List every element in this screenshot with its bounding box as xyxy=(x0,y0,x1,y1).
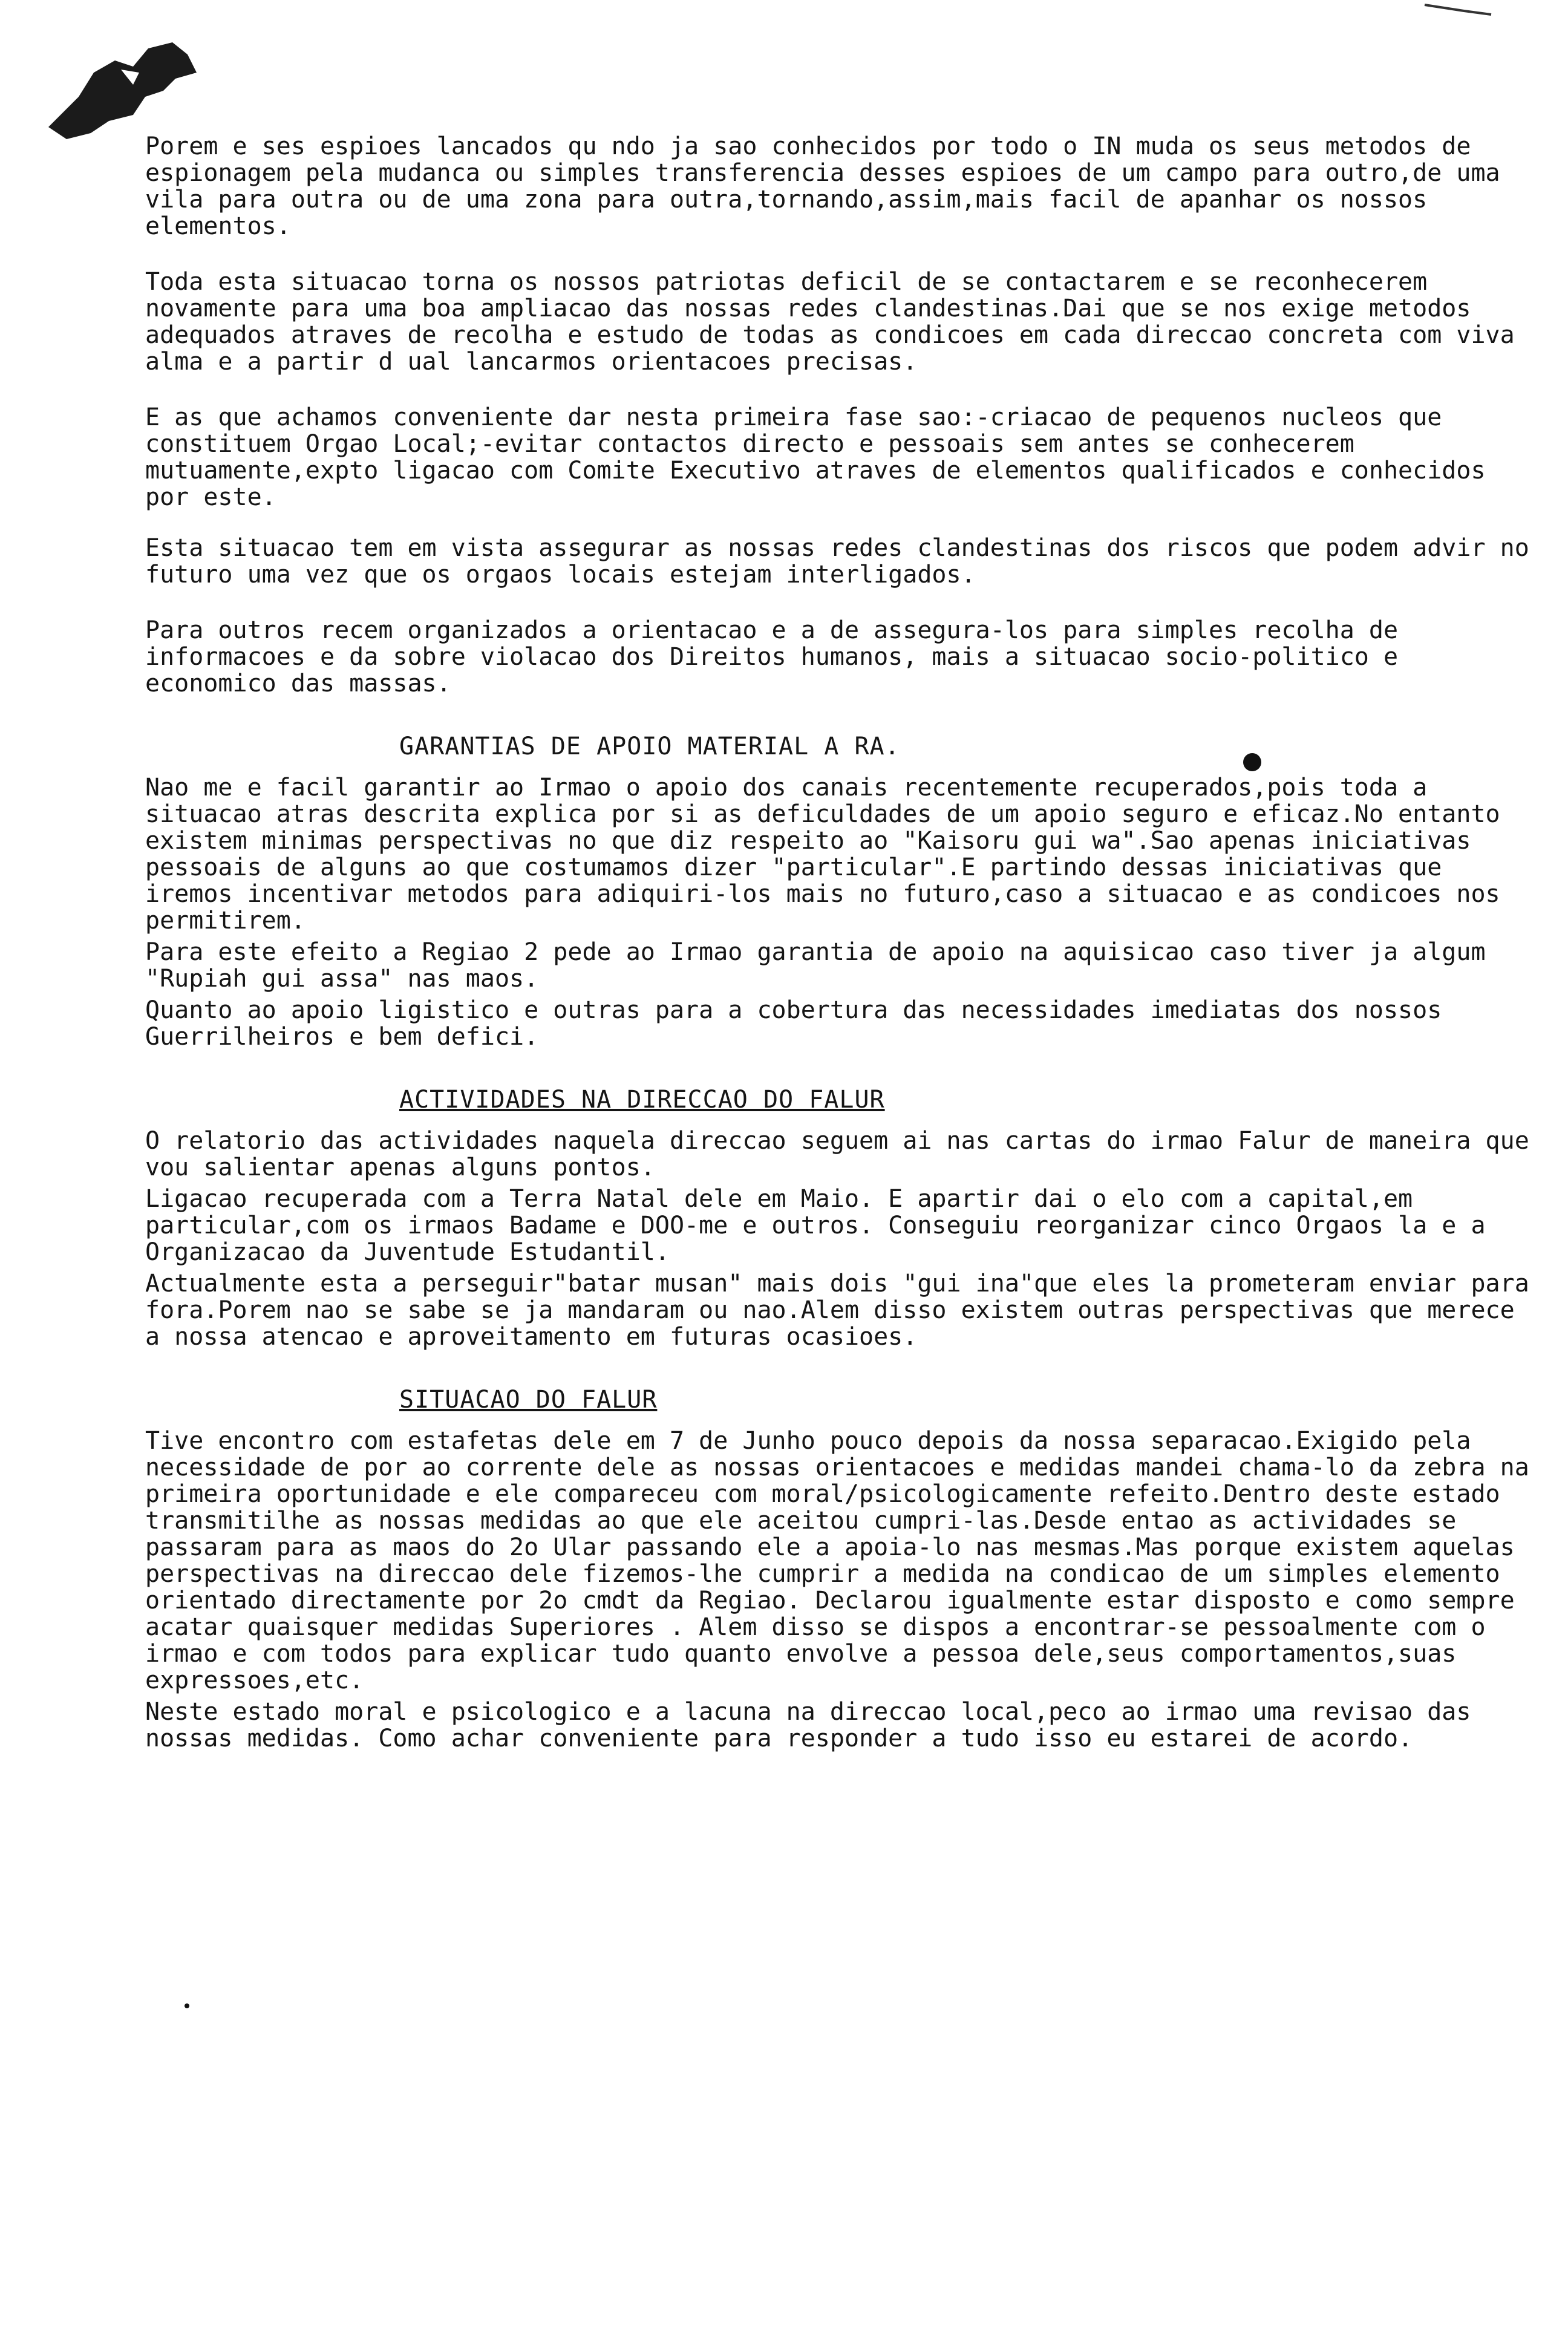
paragraph: Porem e ses espioes lancados qu ndo ja sao conhecidos por todo o IN muda os seus metodos de espionagem pela mudanca ou simples transferencia desses espioes de um campo para outro,de uma vila para outra ou de uma zona para outra,tornando,assim,mais facil de apanhar os nossos elementos. xyxy=(145,132,1515,240)
paragraph: Quanto ao apoio ligistico e outras para a cobertura das necessidades imediatas dos nossos Guerrilheiros e bem defici. xyxy=(145,996,1457,1051)
paragraph: E as que achamos conveniente dar nesta primeira fase sao:-criacao de pequenos nucleos que constituem Orgao Local;-evitar contactos directo e pessoais sem antes se conhecerem mutuamente,expto ligacao com Comite Executivo atraves de elementos qualificados e conhecidos por este. xyxy=(145,403,1500,511)
paragraph: Toda esta situacao torna os nossos patriotas deficil de se contactarem e se reconhecerem novamente para uma boa ampliacao das nossas redes clandestinas.Dai que se nos exige metodos adequados atraves de recolha e estudo de todas as condicoes em cada direccao concreta com viva alma e a partir d ual lancarmos orientacoes precisas. xyxy=(145,268,1529,376)
corner-pen-mark xyxy=(1422,0,1494,18)
paragraph: Ligacao recuperada com a Terra Natal dele em Maio. E apartir dai o elo com a capital,em particular,com os irmaos Badame e DOO-me e outros. Conseguiu reorganizar cinco Orgaos la e a Organizacao da Juventude Estudantil. xyxy=(145,1185,1500,1266)
paragraph: Neste estado moral e psicologico e a lacuna na direccao local,peco ao irmao uma revisao das nossas medidas. Como achar conveniente para responder a tudo isso eu estarei de acordo. xyxy=(145,1698,1486,1752)
paragraph: Esta situacao tem em vista assegurar as nossas redes clandestinas dos riscos que podem advir no futuro uma vez que os orgaos locais estejam interligados. xyxy=(145,534,1544,589)
section-heading-text: GARANTIAS DE APOIO MATERIAL A RA. xyxy=(399,733,900,760)
paragraph: O relatorio das actividades naquela direccao seguem ai nas cartas do irmao Falur de maneira que vou salientar apenas alguns pontos. xyxy=(145,1127,1544,1181)
paragraph: Para outros recem organizados a orientacao e a de assegura-los para simples recolha de informacoes e da sobre violacao dos Direitos humanos, mais a situacao socio-politico e economico das massas. xyxy=(145,616,1413,697)
ink-smudge-mark xyxy=(42,24,206,145)
section-heading xyxy=(145,1386,1537,1413)
section-heading-text: SITUACAO DO FALUR xyxy=(399,1386,658,1414)
document-body xyxy=(145,132,1544,1781)
paragraph: Tive encontro com estafetas dele em 7 de Junho pouco depois da nossa separacao.Exigido pela necessidade de por ao corrente dele as nossas orientacoes e medidas mandei chama-lo da zebra na primeira oportunidade e ele compareceu com moral/psicologicamente refeito.Dentro deste estado transmitilhe as nossas medidas ao que ele aceitou cumpri-las.Desde entao as actividades se passaram para as maos do 2o Ular passando ele a apoia-lo nas mesmas.Mas porque existem aquelas perspectivas na direccao dele fizemos-lhe cumprir a medida na condicao de um simples elemento orientado directamente por 2o cmdt da Regiao. Declarou igualmente estar disposto e como sempre acatar quaisquer medidas Superiores . Alem disso se dispos a encontrar-se pessoalmente com o irmao e com todos para explicar tudo quanto envolve a pessoa dele,seus comportamentos,suas expressoes,etc. xyxy=(145,1427,1544,1694)
paragraph: Para este efeito a Regiao 2 pede ao Irmao garantia de apoio na aquisicao caso tiver ja algum "Rupiah gui assa" nas maos. xyxy=(145,938,1500,993)
ink-dot-small xyxy=(185,2003,189,2008)
paragraph: Actualmente esta a perseguir"batar musan" mais dois "gui ina"que eles la prometeram enviar para fora.Porem nao se sabe se ja mandaram ou nao.Alem disso existem outras perspectivas que merece a nossa atencao e aproveitamento em futuras ocasioes. xyxy=(145,1270,1544,1351)
paragraph: Nao me e facil garantir ao Irmao o apoio dos canais recentemente recuperados,pois toda a situacao atras descrita explica por si as deficuldades de um apoio seguro e eficaz.No entanto existem minimas perspectivas no que diz respeito ao "Kaisoru gui wa".Sao apenas iniciativas pessoais de alguns ao que costumamos dizer "particular".E partindo dessas iniciativas que iremos incentivar metodos para adiquiri-los mais no futuro,caso a situacao e as condicoes nos permitirem. xyxy=(145,774,1515,935)
section-heading xyxy=(145,1086,1537,1113)
section-heading xyxy=(145,733,1537,760)
section-heading-text: ACTIVIDADES NA DIRECCAO DO FALUR xyxy=(399,1086,885,1114)
